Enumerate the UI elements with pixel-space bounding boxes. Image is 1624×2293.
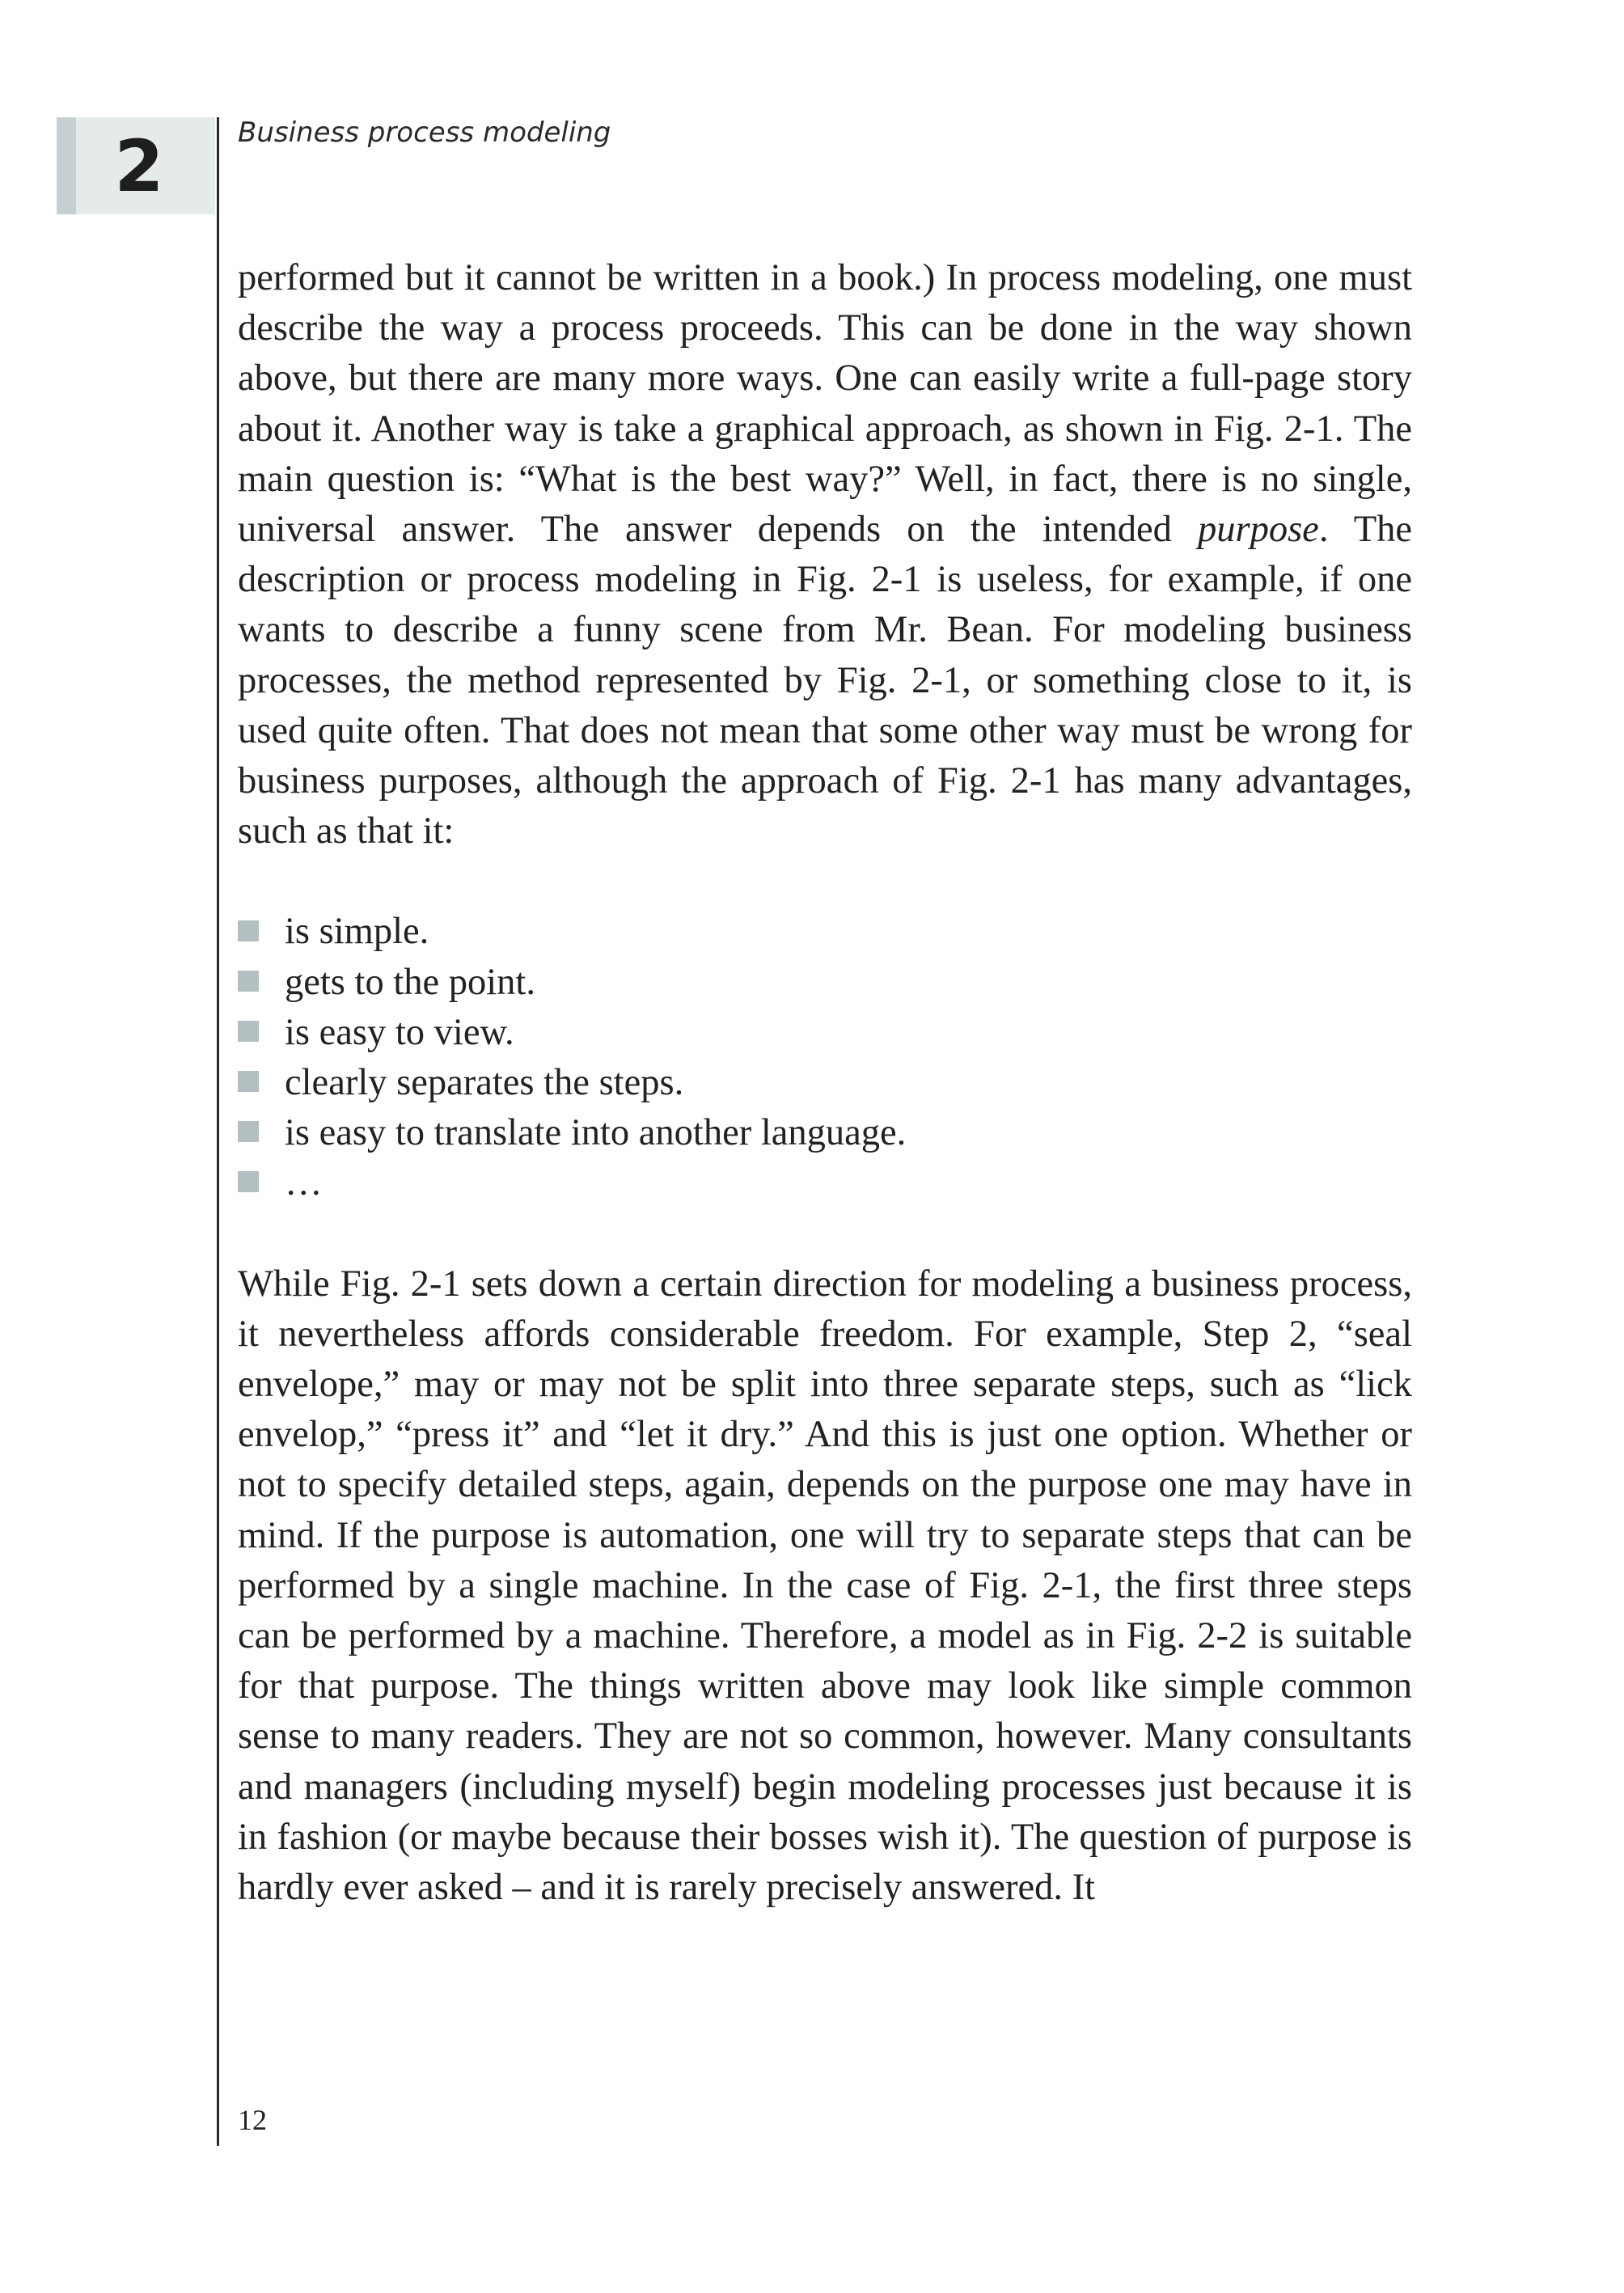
chapter-number: 2 [114,124,164,208]
list-item-text: is easy to translate into another language. [285,1112,907,1154]
list-item-text: is simple. [285,911,429,953]
chapter-tab [57,117,215,214]
paragraph-1-text-a: performed but it cannot be written in a book.) In process modeling, one must describe the way a process proceeds. This can be done in the way shown above, but there are many more ways. One can easily write a full-page story about it. Another way is take a graphical approach, as shown in Fig. 2-1. The main question is: “What is the best way?” Well, in fact, there is no single, universal answer. The answer depends on the intended [238,257,1412,551]
square-bullet-icon [238,971,259,992]
advantages-list [238,907,1412,1208]
page-number: 12 [238,2104,267,2136]
list-item [238,1008,1412,1058]
list-item-text: gets to the point. [285,961,535,1003]
paragraph-1 [238,253,1412,857]
square-bullet-icon [238,920,259,941]
paragraph-2: While Fig. 2-1 sets down a certain direction for modeling a business process, it nevertheless affords considerable freedom. For example, Step 2, “seal envelope,” may or may not be split into three separate steps, such as “lick envelop,” “press it” and “let it dry.” And this is just one option. Whether or not to specify detailed steps, again, depends on the purpose one may have in mind. If the purpose is automation, one will try to separate steps that can be performed by a single machine. In the case of Fig. 2-1, the first three steps can be performed by a machine. Therefore, a model as in Fig. 2-2 is suitable for that purpose. The things written above may look like simple common sense to many readers. They are not so common, however. Many consultants and managers (including myself) begin modeling processes just because it is in fashion (or maybe because their bosses wish it). The question of purpose is hardly ever asked – and it is rarely precisely answered. It [238,1263,1412,1908]
square-bullet-icon [238,1121,259,1142]
list-item [238,958,1412,1008]
list-item-text: clearly separates the steps. [285,1062,684,1103]
paragraph-1-emphasis: purpose [1197,509,1319,551]
square-bullet-icon [238,1021,259,1042]
square-bullet-icon [238,1171,259,1192]
list-item [238,1158,1412,1208]
paragraph-1-text-b: . The description or process modeling in Fig. 2-1 is useless, for example, if one wants to describe a funny scene from Mr. Bean. For modeling business processes, the method represented by Fig. 2-1, or something close to it, is used quite often. That does not mean that some other way must be wrong for business purposes, although the approach of Fig. 2-1 has many advantages, such as that it: [238,509,1413,852]
running-head: Business process modeling [238,116,611,149]
page-body [238,253,1412,1913]
list-item [238,1058,1412,1108]
square-bullet-icon [238,1071,259,1092]
margin-rule [217,117,219,2146]
list-item-text: is easy to view. [285,1011,514,1053]
list-item [238,907,1412,957]
list-item [238,1108,1412,1158]
list-item-text: … [285,1162,323,1204]
